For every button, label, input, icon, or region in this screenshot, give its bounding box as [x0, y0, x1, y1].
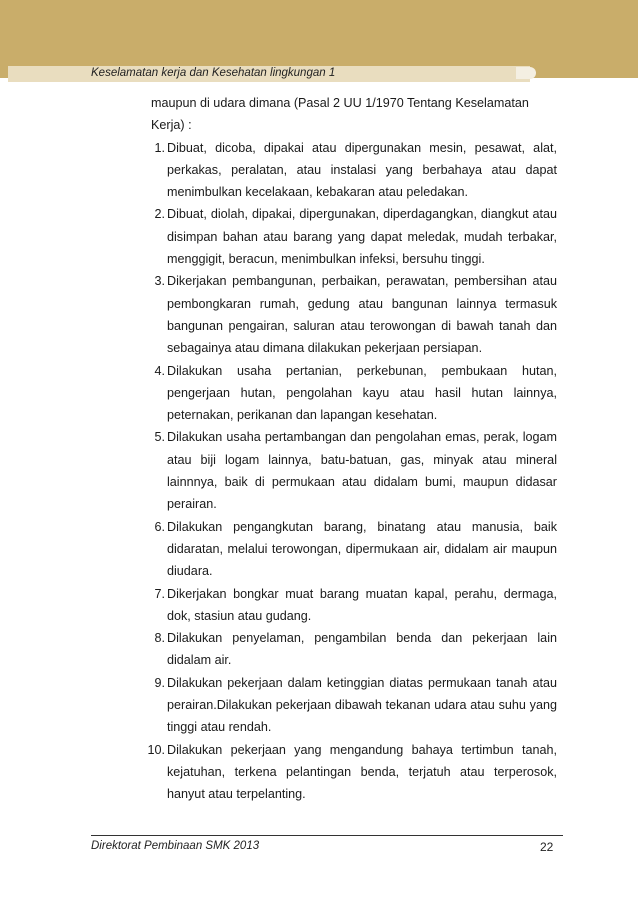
footer-publisher: Direktorat Pembinaan SMK 2013 [91, 840, 260, 852]
list-item [151, 672, 557, 739]
list-item-text: Dilakukan usaha pertanian, perkebunan, pembukaan hutan, pengerjaan hutan, pengolahan kayu atau hasil hutan lainnya, peternakan, perikanan dan lapangan kesehatan. [167, 363, 557, 423]
list-item-number: 10. [147, 742, 165, 757]
list-item-text: Dibuat, diolah, dipakai, dipergunakan, diperdagangkan, diangkut atau disimpan bahan atau barang yang dapat meledak, mudah terbakar, menggigit, beracun, menimbulkan infeksi, bersuhu tinggi. [167, 207, 557, 267]
intro-line-1: maupun di udara dimana (Pasal 2 UU 1/1970 Tentang Keselamatan [151, 96, 529, 110]
list-item-text: Dilakukan penyelaman, pengambilan benda dan pekerjaan lain didalam air. [167, 631, 557, 668]
page-number: 22 [540, 840, 554, 854]
list-item [151, 203, 557, 270]
header-tab-decoration [516, 67, 536, 79]
list-item [151, 627, 557, 672]
list-item-number: 6. [154, 519, 165, 534]
document-body [147, 92, 557, 806]
intro-paragraph [151, 92, 557, 137]
footer-rule [91, 835, 563, 836]
intro-line-2: Kerja) : [151, 118, 192, 133]
list-item [151, 516, 557, 583]
list-item-text: Dikerjakan pembangunan, perbaikan, perawatan, pembersihan atau pembongkaran rumah, gedung atau bangunan lainnya termasuk bangunan pengairan, saluran atau terowongan di bawah tanah dan sebagainya atau dimana dilakukan pekerjaan persiapan. [167, 274, 557, 356]
list-item-text: Dibuat, dicoba, dipakai atau dipergunakan mesin, pesawat, alat, perkakas, peralatan, atau instalasi yang berbahaya atau dapat menimbulkan kecelakaan, kebakaran atau peledakan. [167, 140, 557, 200]
list-item-text: Dikerjakan bongkar muat barang muatan kapal, perahu, dermaga, dok, stasiun atau gudang. [167, 586, 557, 623]
list-item-text: Dilakukan pekerjaan yang mengandung bahaya tertimbun tanah, kejatuhan, terkena pelantingan benda, terjatuh atau terperosok, hanyut atau terpelanting. [167, 742, 557, 802]
numbered-list [147, 137, 557, 806]
list-item-number: 4. [154, 363, 165, 378]
list-item [151, 360, 557, 427]
list-item-number: 3. [154, 274, 165, 289]
list-item-number: 7. [154, 586, 165, 601]
list-item-number: 2. [154, 207, 165, 222]
list-item-number: 1. [154, 140, 165, 155]
list-item-number: 8. [154, 631, 165, 646]
list-item-number: 5. [154, 430, 165, 445]
list-item [151, 270, 557, 359]
list-item-text: Dilakukan usaha pertambangan dan pengolahan emas, perak, logam atau biji logam lainnya, batu-batuan, gas, minyak atau mineral lainnnya, baik di permukaan atau didalam bumi, maupun didasar perairan. [167, 430, 557, 512]
list-item-text: Dilakukan pekerjaan dalam ketinggian diatas permukaan tanah atau perairan.Dilakukan pekerjaan dibawah tekanan udara atau suhu yang tinggi atau rendah. [167, 675, 557, 735]
header-title: Keselamatan kerja dan Kesehatan lingkungan 1 [91, 67, 336, 79]
list-item [151, 426, 557, 515]
list-item [147, 739, 557, 806]
list-item [151, 137, 557, 204]
list-item-number: 9. [154, 675, 165, 690]
list-item-text: Dilakukan pengangkutan barang, binatang atau manusia, baik didaratan, melalui terowongan, dipermukaan air, didalam air maupun diudara. [167, 519, 557, 579]
list-item [151, 583, 557, 628]
